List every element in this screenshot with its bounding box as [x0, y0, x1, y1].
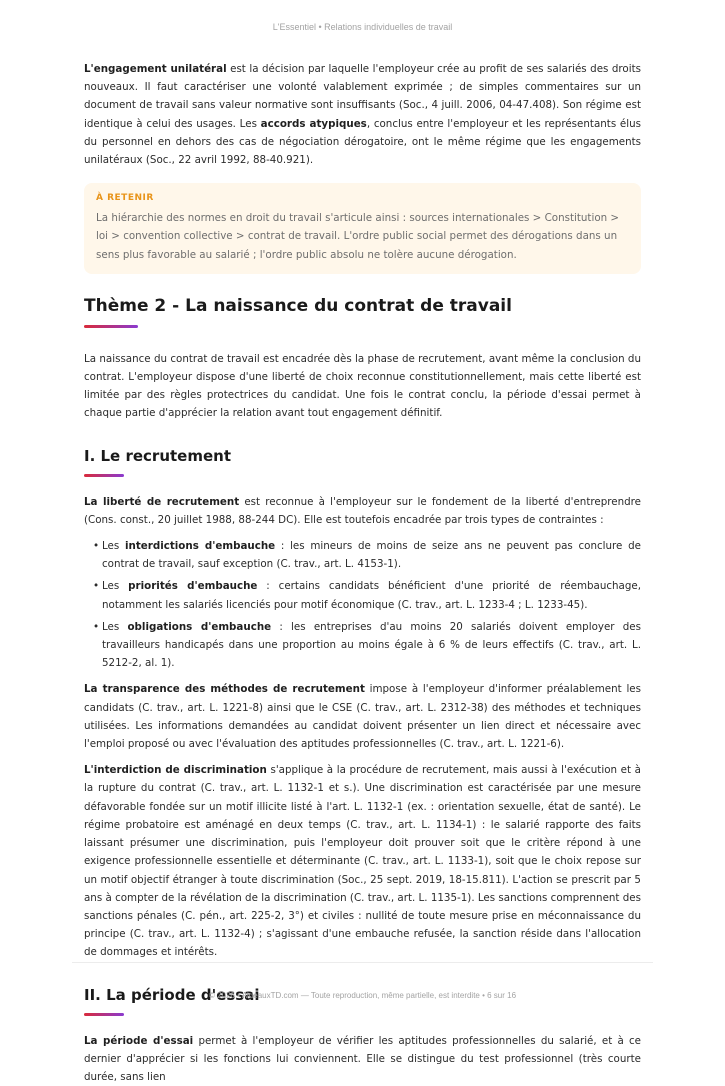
term-transparence: La transparence des méthodes de recrutement [84, 683, 365, 696]
bullet-prefix: Les [102, 620, 128, 633]
intro-text-1: est la décision par laquelle l'employeur crée au profit de ses salariés des droits nouveaux. Il faut caractériser une volonté valablement exprimée ; de simples commentaires sur un document de travail sans valeur normative sont insuffisants (Soc., 4 juill. 2006, 04-47.408). Son régime est identique à celui des usages. Les [84, 63, 641, 130]
bullet-term: interdictions d'embauche [124, 540, 276, 553]
bullet-term: obligations d'embauche [127, 620, 272, 633]
periode-essai-text: permet à l'employeur de vérifier les aptitudes professionnelles du salarié, et à ce dernier d'apprécier si les fonctions lui conviennent. Elle se distingue du test professionnel (très courte durée, sans lien [84, 1034, 642, 1083]
theme-intro: La naissance du contrat de travail est encadrée dès la phase de recrutement, avant même la conclusion du contrat. L'employeur dispose d'une liberté de choix reconnue constitutionnellement, mais cette liberté est limitée par des règles protectrices du candidat. Une fois le contrat conclu, la période d'essai permet à chaque partie d'apprécier la relation avant tout engagement définitif. [84, 352, 641, 420]
section-recrutement-underline [84, 474, 124, 477]
bullet-text: : les entreprises d'au moins 20 salariés doivent employer des travailleurs handicapés dans une proportion au moins égale à 6 % de leurs effectifs (C. trav., art. L. 5212-2, al. 1). [102, 620, 642, 670]
list-item [102, 618, 641, 673]
recrutement-paragraph-1 [84, 493, 641, 529]
footer-divider [72, 962, 653, 963]
section-recrutement-title: I. Le recrutement [84, 446, 231, 465]
contraintes-list [84, 537, 641, 672]
term-accords-atypiques: accords atypiques [260, 117, 367, 130]
retenir-text: La hiérarchie des normes en droit du travail s'articule ainsi : sources internationales > Constitution > loi > convention collective > contrat de travail. L'ordre public social permet des dérogations dans un sens plus favorable au salarié ; l'ordre public absolu ne tolère aucune dérogation. [96, 212, 620, 261]
page-content [84, 60, 641, 1086]
bullet-text: : les mineurs de moins de seize ans ne peuvent pas conclure de contrat de travail, sauf exception (C. trav., art. L. 4153-1). [102, 540, 641, 571]
theme-title-underline [84, 325, 138, 328]
term-discrimination: L'interdiction de discrimination [84, 764, 267, 777]
recrutement-paragraph-3 [84, 761, 641, 961]
intro-paragraph [84, 60, 641, 169]
recrutement-p2-text: impose à l'employeur d'informer préalablement les candidats (C. trav., art. L. 1221-8) ainsi que le CSE (C. trav., art. L. 2312-38) des méthodes et techniques utilisées. Les informations demandées au candidat doivent présenter un lien direct et nécessaire avec l'emploi proposé ou avec l'évaluation des aptitudes professionnelles (C. trav., art. L. 1221-6). [84, 683, 641, 751]
page-footer: © 2026 • AideauxTD.com — Toute reproduction, même partielle, est interdite • 6 sur 16 [208, 991, 517, 1000]
periode-essai-paragraph [84, 1032, 641, 1086]
running-header: L'Essentiel • Relations individuelles de travail [272, 22, 453, 32]
bullet-text: : certains candidats bénéficient d'une priorité de réembauchage, notamment les salariés licenciés pour motif économique (C. trav., art. L. 1233-4 ; L. 1233-45). [102, 580, 641, 611]
list-item [102, 577, 641, 613]
bullet-prefix: Les [102, 580, 129, 593]
bullet-prefix: Les [102, 540, 125, 553]
recrutement-p1-text: est reconnue à l'employeur sur le fondement de la liberté d'entreprendre (Cons. const., 20 juillet 1988, 88-244 DC). Elle est toutefois encadrée par trois types de contraintes : [84, 495, 641, 526]
section-periode-essai-title: II. La période d'essai [84, 985, 260, 1004]
retenir-callout [84, 183, 641, 274]
intro-text-2: , conclus entre l'employeur et les représentants élus du personnel en dehors des cas de négociation dérogatoire, ont le même régime que les engagements unilatéraux (Soc., 22 avril 1992, 88-40.921). [84, 117, 641, 167]
term-engagement-unilateral: L'engagement unilatéral [84, 63, 227, 75]
section-periode-essai-underline [84, 1013, 124, 1016]
retenir-title: À RETENIR [96, 193, 154, 204]
term-liberte-recrutement: La liberté de recrutement [84, 495, 240, 508]
bullet-term: priorités d'embauche [128, 580, 258, 593]
theme-title: Thème 2 - La naissance du contrat de travail [84, 295, 512, 316]
term-periode-essai: La période d'essai [84, 1034, 194, 1047]
recrutement-p3-text: s'applique à la procédure de recrutement, mais aussi à l'exécution et à la rupture du contrat (C. trav., art. L. 1132-1 et s.). Une discrimination est caractérisée par une mesure défavorable fondée sur un motif illicite listé à l'art. L. 1132-1 (ex. : orientation sexuelle, état de santé). Le régime probatoire est aménagé en deux temps (C. trav., art. L. 1134-1) : le salarié rapporte des faits laissant présumer une discrimination, puis l'employeur doit prouver soit que le critère répond à une exigence professionnelle essentielle et déterminante (C. trav., art. L. 1133-1), soit que le choix repose sur un motif objectif étranger à toute discrimination (Soc., 25 sept. 2019, 18-15.811). L'action se prescrit par 5 ans à compter de la révélation de la discrimination (C. trav., art. L. 1135-1). Les sanctions comprennent des sanctions pénales (C. pén., art. 225-2, 3°) et civiles : nullité de toute mesure prise en méconnaissance du principe (C. trav., art. L. 1132-4) ; s'agissant d'une embauche refusée, la sanction réside dans l'allocation de dommages et intérêts. [84, 764, 641, 959]
recrutement-paragraph-2 [84, 680, 641, 753]
list-item [102, 537, 641, 573]
